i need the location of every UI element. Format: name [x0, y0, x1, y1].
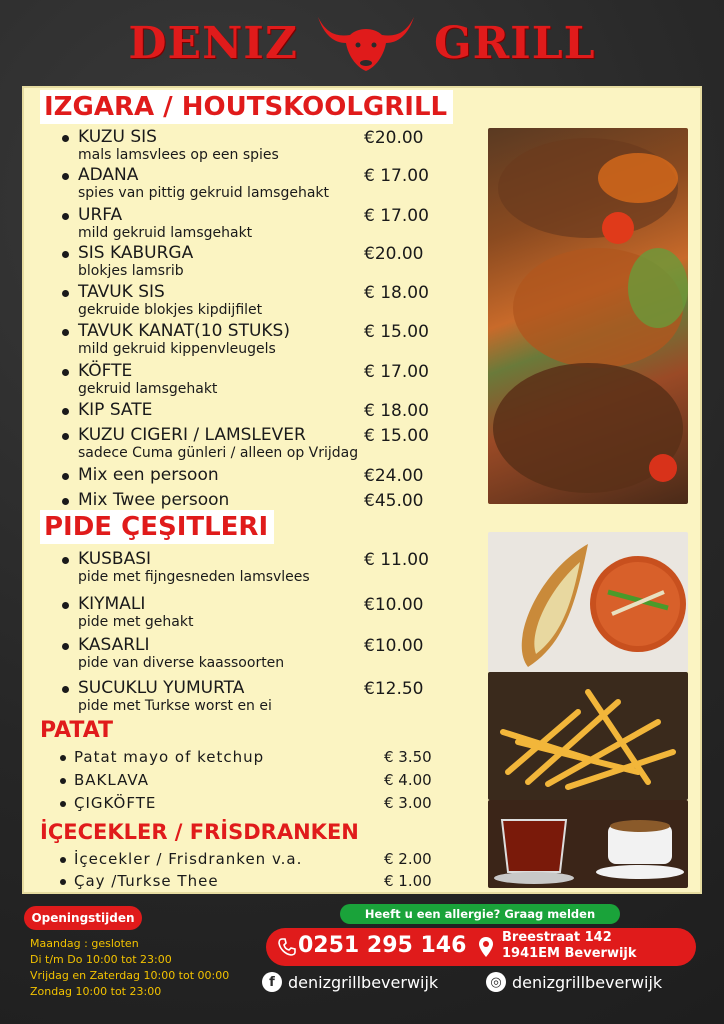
tea-coffee-image-icon [488, 800, 688, 888]
opening-hours [30, 936, 229, 1000]
contact-bar [266, 928, 696, 966]
menu-item: ADANA spies van pittig gekruid lamsgehakt € 17.00 [58, 166, 438, 202]
tea-coffee-photo [488, 800, 688, 888]
menu-item: BAKLAVA € 4.00 [58, 771, 458, 789]
fries-image-icon [488, 672, 688, 800]
hours-line: Vrijdag en Zaterdag 10:00 tot 00:00 [30, 969, 230, 982]
hours-line: Maandag : gesloten [30, 937, 139, 950]
facebook-icon: f [262, 972, 282, 992]
address-line: 1941EM Beverwijk [502, 946, 637, 961]
address-line: Breestraat 142 [502, 930, 612, 945]
menu-item: ÇIGKÖFTE € 3.00 [58, 794, 458, 812]
menu-item: Çay /Turkse Thee € 1.00 [58, 872, 458, 890]
location-pin-icon [478, 936, 494, 958]
menu-item: Mix Twee persoon €45.00 [58, 491, 438, 510]
hours-line: Di t/m Do 10:00 tot 23:00 [30, 953, 172, 966]
menu-item: Patat mayo of ketchup € 3.50 [58, 748, 458, 766]
menu-item: KUZU CIGERI / LAMSLEVER sadece Cuma günleri / alleen op Vrijdag € 15.00 [58, 426, 438, 462]
fries-photo [488, 672, 688, 800]
menu-item: KIP SATE € 18.00 [58, 401, 438, 420]
facebook-link[interactable] [262, 972, 438, 992]
menu-item: URFA mild gekruid lamsgehakt € 17.00 [58, 206, 438, 242]
menu-item: SUCUKLU YUMURTA pide met Turkse worst en ei €12.50 [58, 679, 438, 715]
phone-number[interactable]: 0251 295 146 [298, 933, 467, 958]
address [502, 930, 637, 962]
allergy-notice: Heeft u een allergie? Graag melden [340, 904, 620, 924]
brand-right: GRILL [434, 17, 596, 69]
phone-icon [278, 938, 296, 956]
section-title-grill: IZGARA / HOUTSKOOLGRILL [40, 92, 453, 122]
menu-item: SIS KABURGA blokjes lamsrib €20.00 [58, 244, 438, 280]
menu-item: KIYMALI pide met gehakt €10.00 [58, 595, 438, 631]
section-title-drinks: İÇECEKLER / FRİSDRANKEN [40, 820, 359, 844]
menu-item: TAVUK KANAT(10 STUKS) mild gekruid kippenvleugels € 15.00 [58, 322, 438, 358]
menu-item: Mix een persoon €24.00 [58, 466, 438, 485]
menu-item: KUSBASI pide met fijngesneden lamsvlees € 11.00 [58, 550, 438, 586]
menu-item: İçecekler / Frisdranken v.a. € 2.00 [58, 850, 458, 868]
menu-item: KASARLI pide van diverse kaassoorten €10.00 [58, 636, 438, 672]
instagram-icon: ◎ [486, 972, 506, 992]
brand-left: DENIZ [128, 17, 298, 69]
section-title-patat: PATAT [40, 718, 114, 743]
menu-panel [22, 86, 702, 894]
instagram-link[interactable] [486, 972, 662, 992]
menu-item: KÖFTE gekruid lamsgehakt € 17.00 [58, 362, 438, 398]
pide-image-icon [488, 532, 688, 672]
header [0, 8, 724, 78]
menu-item: KUZU SIS mals lamsvlees op een spies €20.00 [58, 128, 438, 164]
hours-line: Zondag 10:00 tot 23:00 [30, 985, 162, 998]
grill-image-icon [488, 128, 688, 504]
pide-photo [488, 532, 688, 672]
menu-item: TAVUK SIS gekruide blokjes kipdijfilet € 18.00 [58, 283, 438, 319]
facebook-handle: denizgrillbeverwijk [288, 972, 439, 992]
bull-logo-icon [316, 11, 416, 75]
opening-hours-title: Openingstijden [24, 906, 142, 930]
section-title-pide: PIDE ÇEŞITLERI [40, 512, 274, 542]
grill-platter-photo [488, 128, 688, 504]
instagram-handle: denizgrillbeverwijk [512, 972, 663, 992]
